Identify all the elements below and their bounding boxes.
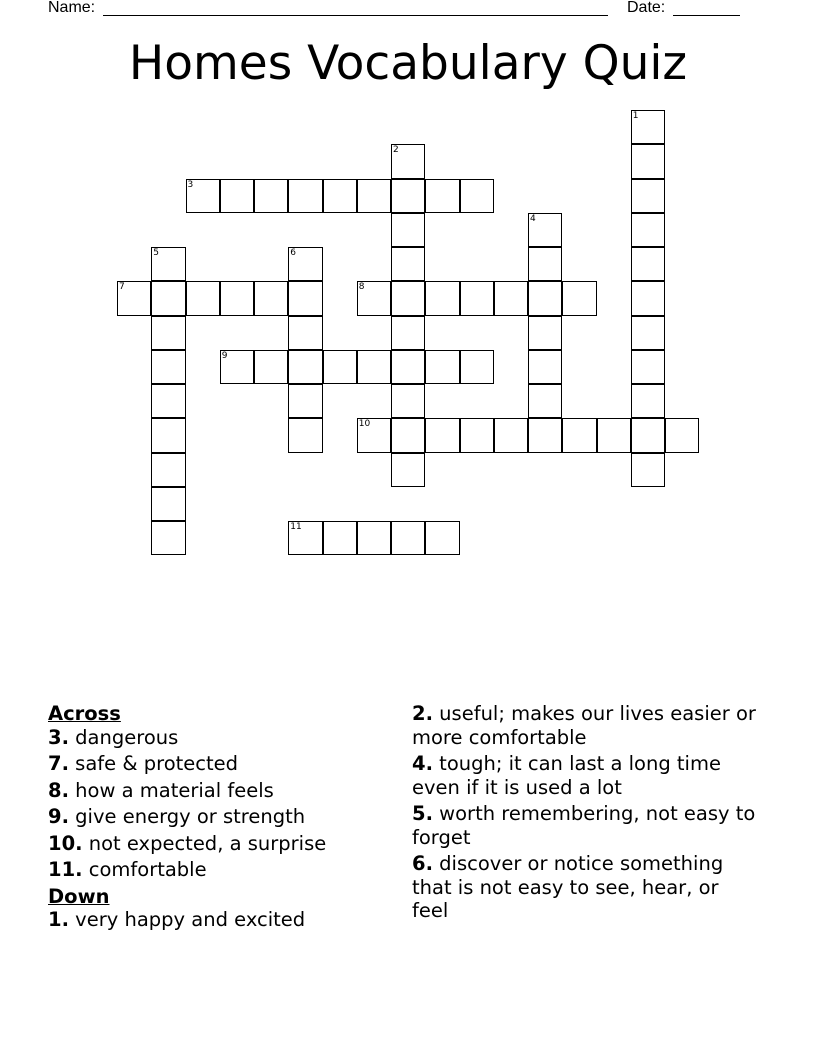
across-heading: Across [48, 702, 121, 725]
clue-number: 2 [393, 145, 399, 156]
crossword-cell[interactable] [528, 384, 562, 418]
crossword-cell[interactable] [391, 350, 425, 384]
clue-item-text: not expected, a surprise [82, 831, 327, 855]
crossword-cell[interactable] [151, 521, 185, 555]
crossword-cell[interactable] [220, 281, 254, 315]
clue-item [48, 832, 398, 856]
crossword-cell[interactable] [425, 179, 459, 213]
crossword-cell[interactable] [357, 350, 391, 384]
crossword-cell[interactable] [151, 316, 185, 350]
crossword-cell[interactable] [288, 384, 322, 418]
crossword-cell[interactable] [631, 453, 665, 487]
clue-item [48, 858, 398, 882]
clues-left-column [48, 702, 398, 935]
crossword-cell[interactable] [528, 247, 562, 281]
crossword-cell[interactable] [460, 418, 494, 452]
crossword-cell[interactable] [254, 281, 288, 315]
crossword-cell[interactable] [425, 281, 459, 315]
crossword-cell[interactable] [631, 384, 665, 418]
crossword-cell[interactable] [391, 453, 425, 487]
crossword-cell[interactable] [631, 281, 665, 315]
clue-number: 4 [530, 213, 536, 224]
across-clue-list [48, 726, 398, 882]
crossword-cell[interactable] [631, 350, 665, 384]
crossword-cell[interactable] [288, 179, 322, 213]
crossword-cell[interactable] [151, 281, 185, 315]
crossword-cell[interactable] [631, 213, 665, 247]
clue-item-number: 2. [412, 702, 433, 725]
crossword-cell[interactable] [494, 418, 528, 452]
crossword-cell[interactable] [494, 281, 528, 315]
clue-item-text: dangerous [68, 725, 179, 749]
crossword-cell[interactable] [254, 350, 288, 384]
clue-item-text: safe & protected [68, 752, 239, 775]
crossword-cell[interactable] [460, 350, 494, 384]
crossword-cell[interactable] [323, 179, 357, 213]
date-label: Date: [627, 0, 666, 16]
clue-item-number: 3. [48, 725, 69, 749]
clues-right-column [412, 702, 757, 926]
crossword-cell[interactable] [391, 179, 425, 213]
clue-item [48, 726, 398, 750]
clue-item [48, 805, 398, 829]
crossword-cell[interactable] [460, 281, 494, 315]
crossword-cell[interactable] [631, 418, 665, 452]
clue-item-number: 6. [412, 852, 433, 875]
crossword-cell[interactable] [391, 144, 425, 178]
crossword-cell[interactable] [151, 384, 185, 418]
crossword-cell[interactable] [391, 418, 425, 452]
crossword-cell[interactable] [562, 418, 596, 452]
crossword-cell[interactable] [220, 179, 254, 213]
clue-item-text: how a material feels [68, 778, 274, 802]
clue-item-number: 8. [48, 778, 69, 802]
clue-item-text: give energy or strength [68, 805, 306, 828]
down-heading: Down [48, 884, 110, 908]
crossword-cell[interactable] [460, 179, 494, 213]
crossword-cell[interactable] [220, 350, 254, 384]
crossword-cell[interactable] [357, 521, 391, 555]
clue-item-text: useful; makes our lives easier or more comfortable [412, 702, 756, 749]
crossword-cell[interactable] [391, 384, 425, 418]
clue-number: 8 [358, 282, 365, 293]
crossword-cell[interactable] [391, 281, 425, 315]
crossword-cell[interactable] [391, 213, 425, 247]
crossword-cell[interactable] [528, 350, 562, 384]
name-label: Name: [48, 0, 96, 16]
crossword-cell[interactable] [288, 316, 322, 350]
crossword-cell[interactable] [288, 350, 322, 384]
down-clue-list [48, 908, 398, 932]
clue-item-text: tough; it can last a long time even if it is used a lot [412, 752, 721, 799]
clue-item-text: very happy and excited [68, 908, 306, 931]
crossword-cell[interactable] [151, 487, 185, 521]
clue-item [48, 752, 398, 776]
clue-item-text: worth remembering, not easy to forget [412, 802, 756, 849]
crossword-cell[interactable] [631, 110, 665, 144]
clue-number: 3 [187, 179, 194, 190]
crossword-cell[interactable] [425, 350, 459, 384]
crossword-cell[interactable] [186, 281, 220, 315]
crossword-cell[interactable] [323, 521, 357, 555]
crossword-cell[interactable] [151, 418, 185, 452]
clue-item-number: 10. [48, 831, 83, 855]
clue-item [412, 852, 757, 923]
clue-item [48, 908, 398, 932]
clue-item-number: 1. [48, 908, 69, 931]
crossword-cell[interactable] [254, 179, 288, 213]
crossword-cell[interactable] [151, 453, 185, 487]
crossword-cell[interactable] [391, 316, 425, 350]
down-clue-list-continued [412, 702, 757, 923]
crossword-cell[interactable] [151, 247, 185, 281]
crossword-cell[interactable] [528, 316, 562, 350]
clue-number: 11 [290, 522, 302, 532]
crossword-cell[interactable] [528, 418, 562, 452]
crossword-cell[interactable] [631, 247, 665, 281]
clue-item-number: 4. [412, 752, 433, 775]
crossword-cell[interactable] [357, 179, 391, 213]
crossword-cell[interactable] [186, 179, 220, 213]
page-title: Homes Vocabulary Quiz [128, 36, 688, 91]
crossword-cell[interactable] [151, 350, 185, 384]
clue-number: 5 [153, 248, 159, 258]
crossword-cell[interactable] [425, 418, 459, 452]
crossword-cell[interactable] [631, 316, 665, 350]
crossword-cell[interactable] [391, 521, 425, 555]
clue-number: 9 [221, 350, 228, 361]
clue-item [412, 802, 757, 849]
clue-item-number: 7. [48, 752, 69, 775]
crossword-cell[interactable] [425, 521, 459, 555]
crossword-cell[interactable] [631, 179, 665, 213]
clue-item-text: discover or notice something that is not easy to see, hear, or feel [412, 852, 724, 922]
crossword-cell[interactable] [357, 418, 391, 452]
clue-item [412, 752, 757, 799]
clue-item [412, 702, 757, 749]
crossword-cell[interactable] [288, 521, 322, 555]
clue-number: 7 [119, 282, 125, 293]
crossword-cell[interactable] [528, 281, 562, 315]
clue-number: 6 [290, 248, 296, 258]
clue-item-number: 11. [48, 858, 83, 881]
crossword-cell[interactable] [528, 213, 562, 247]
clue-item-number: 5. [412, 802, 433, 825]
clue-item [48, 779, 398, 803]
clue-item-number: 9. [48, 805, 69, 828]
clue-item-text: comfortable [82, 858, 207, 881]
crossword-cell[interactable] [323, 350, 357, 384]
crossword-cell[interactable] [288, 281, 322, 315]
crossword-cell[interactable] [391, 247, 425, 281]
crossword-cell[interactable] [562, 281, 596, 315]
crossword-cell[interactable] [631, 144, 665, 178]
crossword-cell[interactable] [357, 281, 391, 315]
crossword-cell[interactable] [117, 281, 151, 315]
clue-number: 1 [632, 111, 639, 121]
crossword-cell[interactable] [288, 247, 322, 281]
crossword-cell[interactable] [288, 418, 322, 452]
crossword-cell[interactable] [597, 418, 631, 452]
crossword-cell[interactable] [665, 418, 699, 452]
clue-number: 10 [358, 419, 371, 430]
